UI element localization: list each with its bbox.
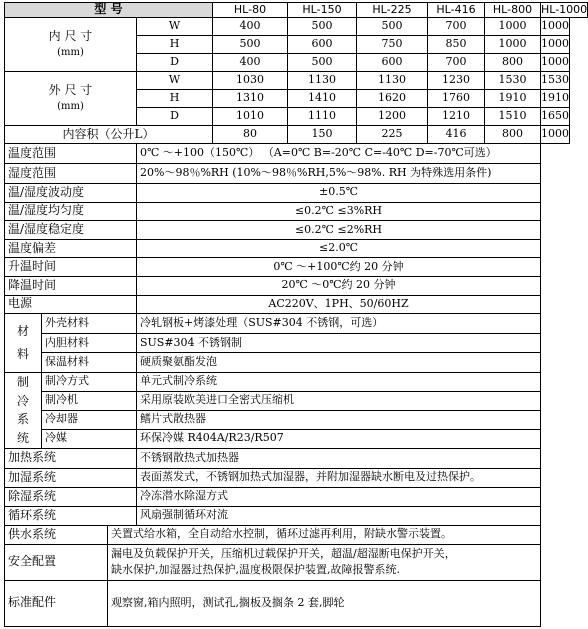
refrigeration-item-value: 单元式制冷系统 [137,373,541,392]
model-name: HL-416 [428,2,485,18]
dimension-value: 1910 [541,90,570,108]
volume-value: 150 [288,126,357,144]
dimension-value: 600 [288,36,357,54]
spec-value: 20℃ ～0℃约 20 分钟 [137,277,541,296]
spec-label: 升温时间 [4,258,137,277]
material-item-value: 硬质聚氨酯发泡 [137,353,541,373]
dimension-value: 1010 [213,108,288,126]
model-name: HL-225 [357,2,428,18]
dimension-value: 1530 [541,72,570,90]
dimension-value: 750 [357,36,428,54]
refrigeration-item-value: 环保冷媒 R404A/R23/R507 [137,430,541,449]
spec-value: ≤0.2℃ ≤3%RH [137,203,541,222]
water-supply-label: 供水系统 [4,526,108,545]
accessories-label: 标准配件 [4,581,108,627]
dimension-value: 1310 [213,90,288,108]
dimension-value: 850 [428,36,485,54]
safety-line-2: 缺水保护,加湿器过热保护,温度极限保护装置,故障报警系统. [111,563,400,577]
system-label: 循环系统 [4,507,137,526]
material-item-value: 冷轧钢板+烤漆处理（SUS#304 不锈钢，可选） [137,314,541,334]
dimension-value: 700 [428,18,485,36]
system-value: 冷冻潜水除湿方式 [137,488,541,507]
dimension-label: W [137,72,213,90]
inner-size-label-unit: (mm) [57,47,84,59]
dimension-value: 1230 [428,72,485,90]
spec-value: 20%～98％%RH (10%～98％%RH,5%～98%. RH 为特殊选用条件) [137,164,541,184]
material-group-label [4,314,42,373]
inner-size-label [4,18,137,72]
dimension-value: 1410 [288,90,357,108]
safety-line-1: 漏电及负载保护开关，压缩机过载保护开关，超温/超湿断电保护开关， [111,546,456,560]
dimension-value: 1760 [428,90,485,108]
dimension-value: 600 [357,54,428,72]
refrigeration-item-label: 制冷机 [42,392,137,411]
outer-size-label-title: 外 尺 寸 [48,83,93,98]
dimension-value: 500 [357,18,428,36]
dimension-value: 1210 [428,108,485,126]
dimension-value: 1910 [485,90,541,108]
dimension-value: 1650 [541,108,570,126]
dimension-label: H [137,36,213,54]
dimension-value: 1620 [357,90,428,108]
volume-value: 1000 [541,126,570,144]
dimension-value: 1000 [541,18,570,36]
dimension-value: 1130 [357,72,428,90]
refrigeration-item-label: 冷媒 [42,430,137,449]
dimension-value: 1000 [485,36,541,54]
system-label: 加热系统 [4,449,137,469]
dimension-value: 400 [213,18,288,36]
dimension-value: 500 [213,36,288,54]
volume-value: 800 [485,126,541,144]
outer-size-label-unit: (mm) [57,101,84,113]
spec-value: 0℃ ～+100℃约 20 分钟 [137,258,541,277]
dimension-value: 1530 [485,72,541,90]
model-name: HL-80 [213,2,288,18]
dimension-value: 1000 [541,36,570,54]
material-group-text: 材料 [17,324,30,361]
water-supply-value: 关置式给水箱，全自动给水控制，循环过滤再利用，附缺水警示装置。 [108,526,541,545]
dimension-value: 1200 [357,108,428,126]
spec-label: 温度偏差 [4,240,137,259]
spec-label: 湿度范围 [4,164,137,184]
material-item-label: 外壳材料 [42,314,137,334]
spec-label: 温/湿度均匀度 [4,203,137,222]
spec-table [4,2,588,627]
refrigeration-item-label: 冷却器 [42,411,137,430]
dimension-label: W [137,18,213,36]
dimension-value: 400 [213,54,288,72]
safety-label: 安全配置 [4,545,108,581]
dimension-value: 800 [485,54,541,72]
spec-label: 温度范围 [4,144,137,164]
spec-label: 降温时间 [4,277,137,296]
dimension-value: 500 [288,18,357,36]
model-header-label: 型 号 [4,2,213,18]
system-value: 不锈钢散热式加热器 [137,449,541,469]
system-value: 风扇强制循环对流 [137,507,541,526]
dimension-value: 1000 [541,54,570,72]
system-label: 除湿系统 [4,488,137,507]
dimension-value: 700 [428,54,485,72]
spec-value: 0℃ ～+100（150℃） （A=0℃ B=-20℃ C=-40℃ D=-70℃可选） [137,144,541,164]
model-name: HL-800 [485,2,541,18]
dimension-label: D [137,54,213,72]
dimension-value: 1510 [485,108,541,126]
dimension-value: 1130 [288,72,357,90]
outer-size-label [4,72,137,126]
material-item-label: 保温材料 [42,353,137,373]
volume-value: 80 [213,126,288,144]
dimension-value: 1030 [213,72,288,90]
spec-label: 温/湿度稳定度 [4,221,137,240]
dimension-label: H [137,90,213,108]
spec-value: ≤2.0℃ [137,240,541,259]
dimension-value: 500 [288,54,357,72]
volume-value: 416 [428,126,485,144]
dimension-value: 1110 [288,108,357,126]
spec-value: ±0.5℃ [137,184,541,203]
material-item-label: 内胆材料 [42,334,137,354]
volume-value: 225 [357,126,428,144]
volume-label: 内容积（公升L） [4,126,213,144]
spec-value: AC220V、1PH、50/60HZ [137,296,541,315]
system-value: 表面蒸发式，不锈钢加热式加湿器，并附加湿器缺水断电及过热保护。 [137,469,541,488]
accessories-value: 观察窗,箱内照明，测试孔,搁板及搁条 2 套,脚轮 [108,581,541,627]
spec-label: 电源 [4,296,137,315]
model-name: HL-150 [288,2,357,18]
spec-label: 温/湿度波动度 [4,184,137,203]
inner-size-label-title: 内 尺 寸 [48,29,93,44]
model-name: HL-1000 [541,2,588,18]
refrigeration-item-value: 采用原装欧美进口全密式压缩机 [137,392,541,411]
dimension-label: D [137,108,213,126]
safety-value [108,545,541,581]
refrigeration-group-label [4,373,42,449]
refrigeration-item-value: 鳍片式散热器 [137,411,541,430]
refrigeration-group-text: 制冷系统 [17,375,30,445]
material-item-value: SUS#304 不锈钢制 [137,334,541,354]
dimension-value: 1000 [485,18,541,36]
spec-value: ≤0.2℃ ≤2%RH [137,221,541,240]
refrigeration-item-label: 制冷方式 [42,373,137,392]
system-label: 加湿系统 [4,469,137,488]
